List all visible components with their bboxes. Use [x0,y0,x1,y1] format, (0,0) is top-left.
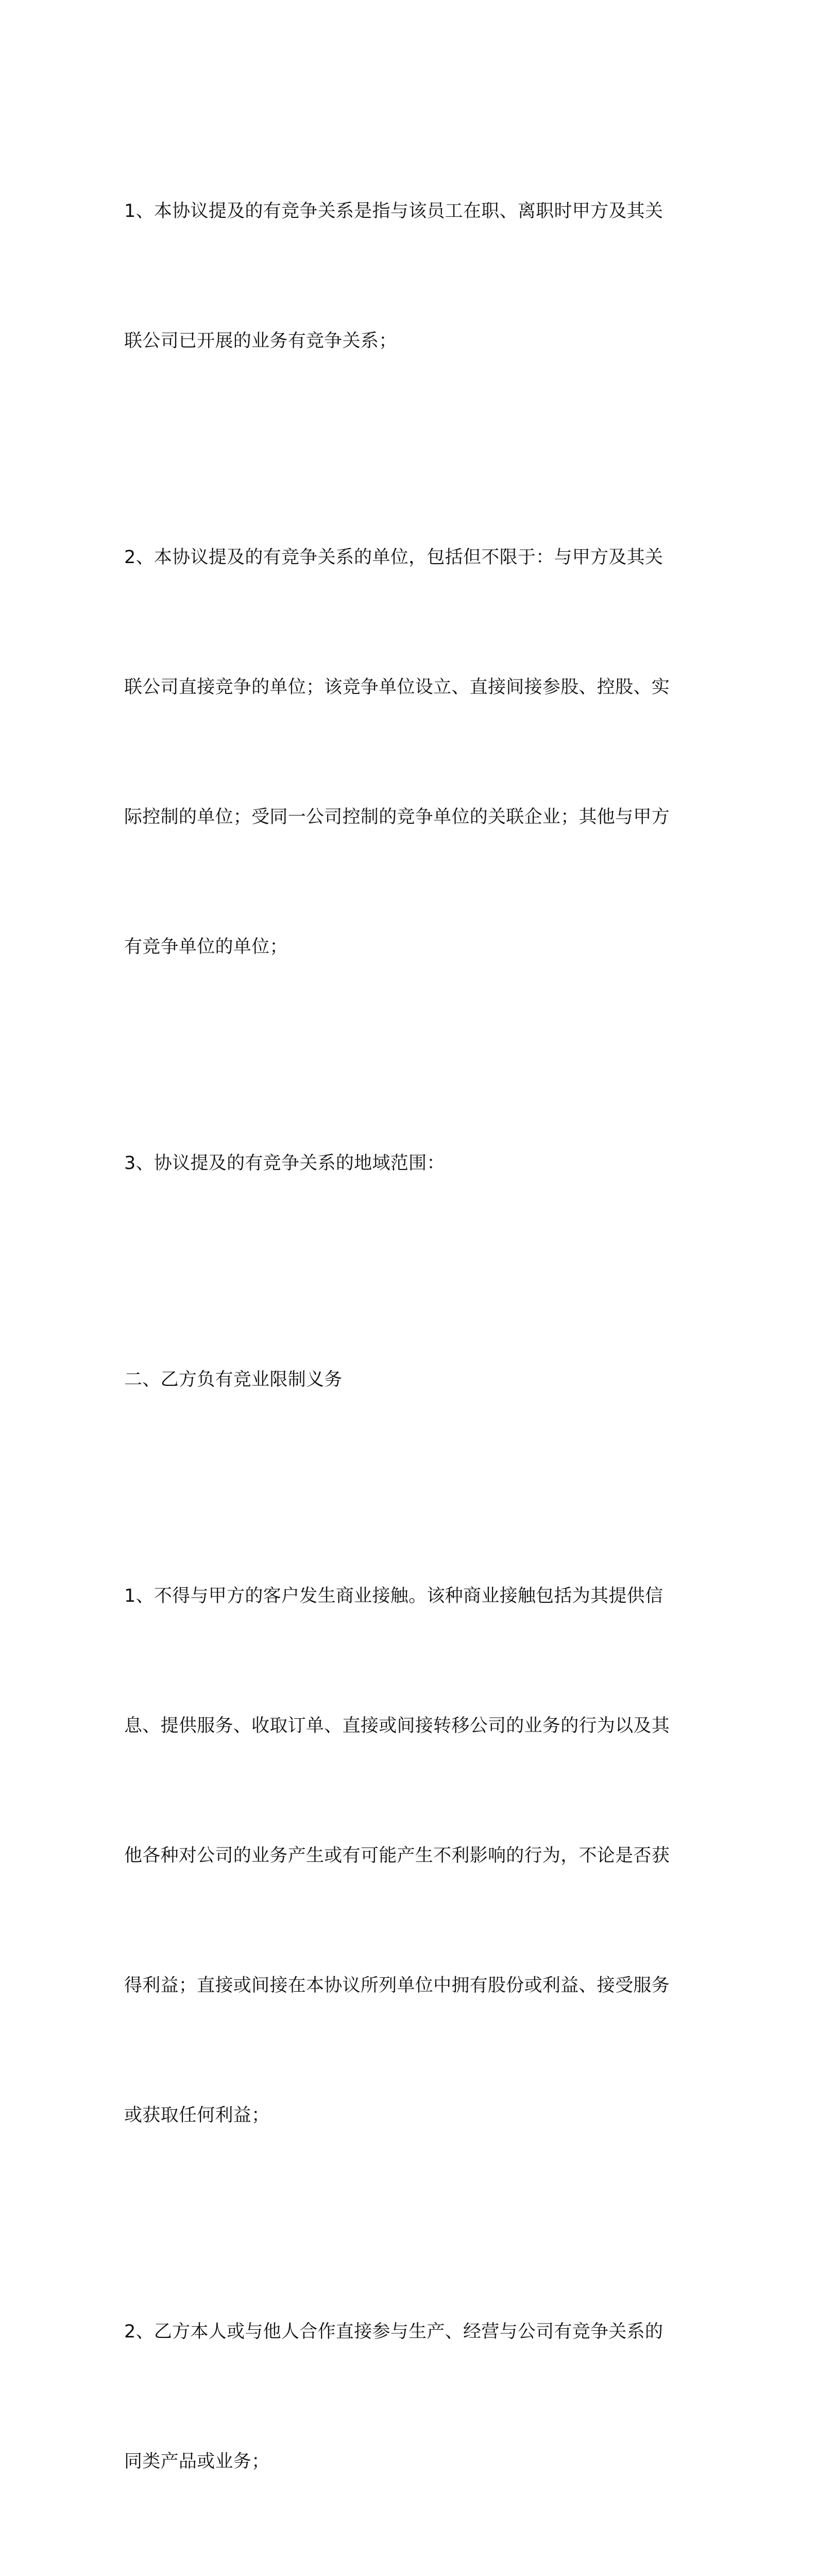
clause-competition-definition [124,103,701,449]
text-line: 他各种对公司的业务产生或有可能产生不利影响的行为，不论是否获 [124,1845,670,1866]
text-line: 联公司已开展的业务有竞争关系； [124,331,397,351]
clause-no-competing-business [124,2224,701,2570]
document-body [124,103,701,2576]
clause-no-customer-contact [124,1488,701,2224]
clause-no-solicitation [124,2570,701,2576]
text-line: 得利益；直接或间接在本协议所列单位中拥有股份或利益、接受服务 [124,1975,670,1996]
text-line: 或获取任何利益； [124,2105,270,2126]
text-line: 有竞争单位的单位； [124,937,288,957]
text-line: 2、乙方本人或与他人合作直接参与生产、经营与公司有竞争关系的 [124,2321,663,2342]
clause-competing-units [124,449,701,1055]
section-heading: 二、乙方负有竞业限制义务 [124,1369,343,1390]
section-heading-party-b-obligations [124,1272,701,1488]
text-line: 3、协议提及的有竞争关系的地域范围： [124,1153,445,1174]
text-line: 1、本协议提及的有竞争关系是指与该员工在职、离职时甲方及其关 [124,201,663,222]
text-line: 1、不得与甲方的客户发生商业接触。该种商业接触包括为其提供信 [124,1586,663,1606]
text-line: 同类产品或业务； [124,2451,270,2472]
text-line: 2、本协议提及的有竞争关系的单位，包括但不限于：与甲方及其关 [124,547,663,568]
text-line: 息、提供服务、收取订单、直接或间接转移公司的业务的行为以及其 [124,1716,670,1736]
clause-geographic-scope [124,1055,701,1272]
text-line: 联公司直接竞争的单位；该竞争单位设立、直接间接参股、控股、实 [124,677,670,698]
text-line: 际控制的单位；受同一公司控制的竞争单位的关联企业；其他与甲方 [124,807,670,827]
